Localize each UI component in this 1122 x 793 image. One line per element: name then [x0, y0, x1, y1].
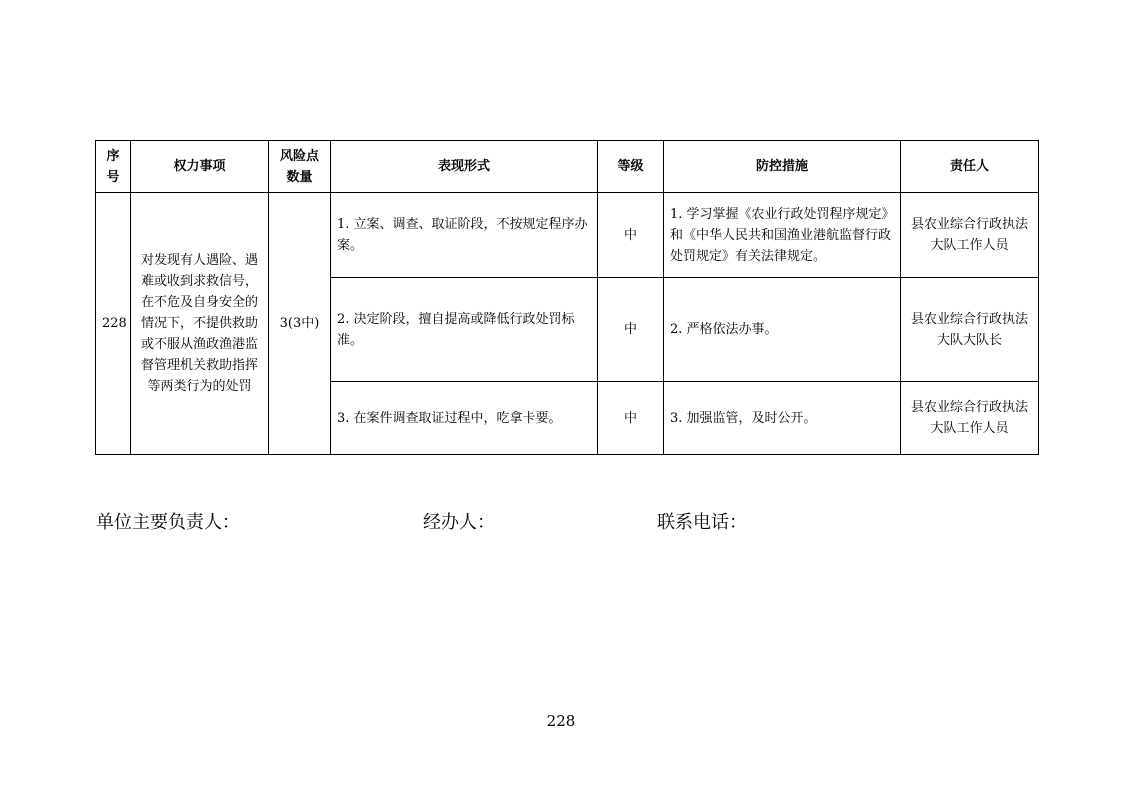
- manifestation-cell: 2. 决定阶段，擅自提高或降低行政处罚标准。: [331, 278, 598, 382]
- power-item-cell: 对发现有人遇险、遇难或收到求救信号，在不危及自身安全的情况下，不提供救助或不服从渔政渔港监督管理机关救助指挥等两类行为的处罚: [131, 193, 269, 455]
- phone-label: 联系电话：: [657, 512, 747, 533]
- manifestation-cell: 1. 立案、调查、取证阶段，不按规定程序办案。: [331, 193, 598, 278]
- level-cell: 中: [598, 278, 664, 382]
- responsible-cell: 县农业综合行政执法大队大队长: [901, 278, 1039, 382]
- unit-head-label: 单位主要负责人：: [96, 512, 240, 533]
- measures-cell: 1. 学习掌握《农业行政处罚程序规定》和《中华人民共和国渔业港航监督行政处罚规定》有关法律规定。: [664, 193, 901, 278]
- measures-cell: 3. 加强监管，及时公开。: [664, 382, 901, 455]
- manifestation-cell: 3. 在案件调查取证过程中，吃拿卡要。: [331, 382, 598, 455]
- header-manifestation: 表现形式: [331, 141, 598, 193]
- page-number: 228: [546, 712, 576, 730]
- table-row: [96, 193, 1039, 278]
- seq-cell: 228: [96, 193, 131, 455]
- header-seq: 序号: [96, 141, 131, 193]
- header-risk-count: 风险点数量: [269, 141, 331, 193]
- risk-control-table: [95, 140, 1039, 455]
- responsible-cell: 县农业综合行政执法大队工作人员: [901, 382, 1039, 455]
- measures-cell: 2. 严格依法办事。: [664, 278, 901, 382]
- header-measures: 防控措施: [664, 141, 901, 193]
- risk-count-cell: 3(3中): [269, 193, 331, 455]
- level-cell: 中: [598, 382, 664, 455]
- responsible-cell: 县农业综合行政执法大队工作人员: [901, 193, 1039, 278]
- header-level: 等级: [598, 141, 664, 193]
- header-responsible: 责任人: [901, 141, 1039, 193]
- level-cell: 中: [598, 193, 664, 278]
- header-power-item: 权力事项: [131, 141, 269, 193]
- handler-label: 经办人：: [423, 512, 495, 533]
- table-header-row: [96, 141, 1039, 193]
